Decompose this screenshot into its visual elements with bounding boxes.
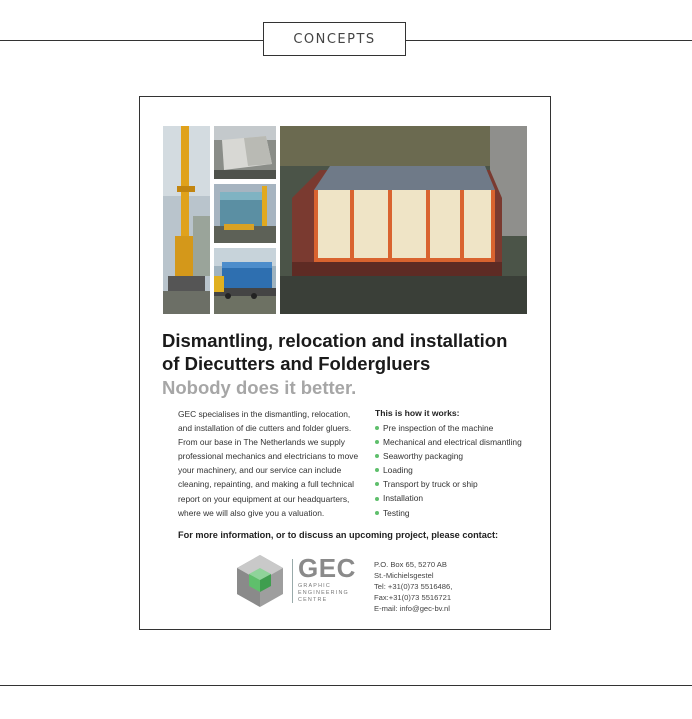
- bullet-icon: [375, 426, 379, 430]
- list-item-text: Testing: [383, 507, 410, 518]
- intro-line: and installation of die cutters and folder gluers.: [178, 423, 352, 434]
- list-item-text: Mechanical and electrical dismantling: [383, 437, 522, 448]
- intro-line: cleaning, repainting, and making a full technical: [178, 479, 354, 490]
- list-item-text: Installation: [383, 493, 424, 504]
- intro-line: From our base in The Netherlands we supply: [178, 437, 345, 448]
- section-label-text: CONCEPTS: [293, 31, 376, 47]
- list-item-text: Pre inspection of the machine: [383, 423, 494, 433]
- how-it-works-list: [375, 421, 522, 520]
- brand-name: GEC: [298, 553, 356, 583]
- photo-loading-crane: [214, 184, 276, 243]
- bullet-icon: [375, 468, 379, 472]
- brand-block: [298, 555, 356, 604]
- brand-subtitle: [298, 583, 356, 604]
- email-address[interactable]: E-mail: info@gec-bv.nl: [374, 604, 450, 613]
- list-item: [375, 463, 522, 477]
- list-item: [375, 449, 522, 463]
- brand-sub-line: GRAPHIC: [298, 583, 331, 589]
- photo-crated-machine-large: [280, 126, 527, 314]
- list-item-text: Transport by truck or ship: [383, 479, 478, 490]
- bullet-icon: [375, 511, 379, 515]
- headline-line-2: of Diecutters and Foldergluers: [162, 353, 431, 374]
- photo-truck-transport: [214, 248, 276, 314]
- list-item-text: Loading: [383, 465, 413, 476]
- list-item: [375, 506, 522, 520]
- ad-headline: [162, 329, 542, 375]
- list-item: [375, 435, 522, 449]
- how-it-works-title: This is how it works:: [375, 408, 460, 418]
- section-label-concepts: [263, 22, 406, 56]
- list-item: [375, 421, 522, 435]
- intro-line: GEC specialises in the dismantling, relocation,: [178, 409, 351, 419]
- brand-sub-line: CENTRE: [298, 597, 328, 603]
- intro-line: where we will also give you a valuation.: [178, 507, 325, 518]
- gec-cube-logo-icon: [235, 554, 285, 608]
- address-line: P.O. Box 65, 5270 AB: [374, 560, 447, 569]
- intro-line: your machinery, and our service can include: [178, 465, 342, 476]
- footer-rule: [0, 685, 692, 686]
- address-line: St.-Michielsgestel: [374, 571, 434, 580]
- header-rule-right: [406, 40, 692, 41]
- header-rule-left: [0, 40, 263, 41]
- intro-line: report on your equipment at our headquarters,: [178, 493, 350, 504]
- list-item-text: Seaworthy packaging: [383, 451, 464, 462]
- brand-sub-line: ENGINEERING: [298, 590, 349, 596]
- brand-divider: [292, 559, 293, 603]
- list-item: [375, 477, 522, 491]
- photo-crated-machine: [214, 126, 276, 179]
- bullet-icon: [375, 497, 379, 501]
- advertisement: [139, 96, 551, 630]
- intro-line: professional mechanics and electricians to move: [178, 451, 359, 462]
- headline-line-1: Dismantling, relocation and installation: [162, 330, 508, 351]
- list-item: [375, 491, 522, 505]
- bullet-icon: [375, 440, 379, 444]
- address-line: Fax:+31(0)73 5516721: [374, 593, 452, 602]
- intro-paragraph: [178, 407, 378, 520]
- address-line: Tel: +31(0)73 5516486,: [374, 582, 453, 591]
- contact-prompt: For more information, or to discuss an upcoming project, please contact:: [178, 530, 499, 540]
- photo-crane: [163, 126, 210, 314]
- bullet-icon: [375, 454, 379, 458]
- contact-address: [374, 559, 452, 614]
- bullet-icon: [375, 482, 379, 486]
- ad-tagline: Nobody does it better.: [162, 377, 357, 398]
